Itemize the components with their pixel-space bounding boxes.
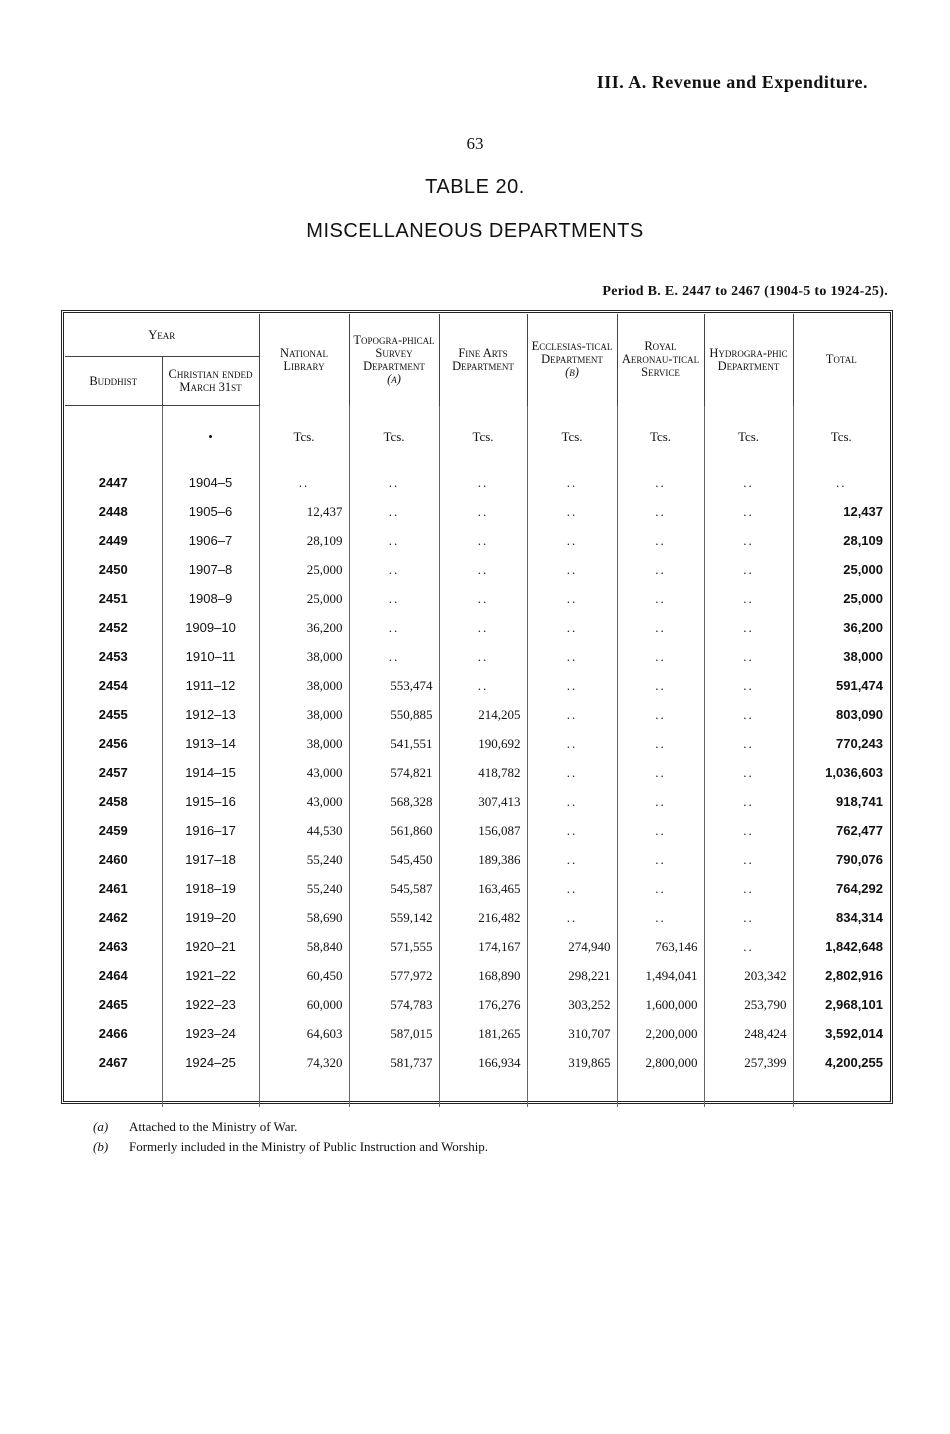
ecclesiastical-cell: .. [527, 700, 617, 729]
unit-cell: • [162, 406, 259, 469]
topographical-cell: .. [349, 584, 439, 613]
topographical-cell: .. [349, 642, 439, 671]
christian-year-cell: 1919–20 [162, 903, 259, 932]
hydrographic-cell: .. [704, 497, 793, 526]
total-cell: 12,437 [793, 497, 889, 526]
fine-arts-cell: .. [439, 526, 527, 555]
royal-aeronautical-cell: .. [617, 584, 704, 613]
buddhist-year-header: Buddhist [65, 357, 162, 406]
national-library-cell: 55,240 [259, 874, 349, 903]
fine-arts-cell: 156,087 [439, 816, 527, 845]
table-row [65, 845, 889, 874]
royal-aeronautical-cell: .. [617, 468, 704, 497]
ecclesiastical-cell: .. [527, 874, 617, 903]
total-cell: 591,474 [793, 671, 889, 700]
hydrographic-cell: .. [704, 787, 793, 816]
topographical-cell: 545,587 [349, 874, 439, 903]
section-title: III. A. Revenue and Expenditure. [596, 72, 868, 92]
hydrographic-header: Hydrogra-phic Department [704, 314, 793, 406]
fine-arts-cell: 166,934 [439, 1048, 527, 1077]
unit-cell: Tcs. [439, 406, 527, 469]
national-library-cell: 12,437 [259, 497, 349, 526]
fine-arts-cell: 418,782 [439, 758, 527, 787]
ecclesiastical-cell: .. [527, 903, 617, 932]
topographical-cell: .. [349, 497, 439, 526]
hydrographic-cell: .. [704, 584, 793, 613]
topographical-cell: 545,450 [349, 845, 439, 874]
table-row [65, 642, 889, 671]
christian-year-cell: 1911–12 [162, 671, 259, 700]
footnote-b: (b) Formerly included in the Ministry of Public Instruction and Worship. [93, 1139, 489, 1154]
christian-year-cell: 1909–10 [162, 613, 259, 642]
spacer-row [65, 1077, 889, 1107]
hydrographic-cell: .. [704, 468, 793, 497]
departments-table [65, 314, 889, 1107]
royal-aeronautical-cell: .. [617, 816, 704, 845]
hydrographic-cell: 203,342 [704, 961, 793, 990]
total-cell: 1,842,648 [793, 932, 889, 961]
buddhist-year-cell: 2456 [98, 736, 128, 751]
table-row [65, 1048, 889, 1077]
table-row [65, 961, 889, 990]
total-cell: 36,200 [793, 613, 889, 642]
royal-aeronautical-cell: .. [617, 671, 704, 700]
table-row [65, 990, 889, 1019]
topographical-survey-label: Topogra-phical Survey Department [353, 332, 435, 373]
royal-aeronautical-cell: .. [617, 845, 704, 874]
total-cell: 2,802,916 [793, 961, 889, 990]
buddhist-year-cell: 2450 [98, 562, 128, 577]
topographical-cell: 550,885 [349, 700, 439, 729]
table-row [65, 787, 889, 816]
total-cell: .. [793, 468, 889, 497]
fine-arts-cell: 168,890 [439, 961, 527, 990]
ecclesiastical-cell: 298,221 [527, 961, 617, 990]
buddhist-year-cell: 2455 [98, 707, 128, 722]
topographical-cell: 571,555 [349, 932, 439, 961]
fine-arts-cell: 176,276 [439, 990, 527, 1019]
royal-aeronautical-cell: .. [617, 497, 704, 526]
spacer-cell [439, 1077, 527, 1107]
royal-aeronautical-cell: 2,200,000 [617, 1019, 704, 1048]
christian-year-cell: 1920–21 [162, 932, 259, 961]
national-library-cell: 44,530 [259, 816, 349, 845]
hydrographic-cell: .. [704, 642, 793, 671]
topographical-cell: 587,015 [349, 1019, 439, 1048]
fine-arts-cell: 163,465 [439, 874, 527, 903]
total-cell: 918,741 [793, 787, 889, 816]
royal-aeronautical-cell: .. [617, 642, 704, 671]
royal-aeronautical-cell: .. [617, 787, 704, 816]
ecclesiastical-cell: .. [527, 758, 617, 787]
national-library-cell: 74,320 [259, 1048, 349, 1077]
royal-aeronautical-cell: 1,600,000 [617, 990, 704, 1019]
royal-aeronautical-cell: 1,494,041 [617, 961, 704, 990]
total-header: Total [793, 314, 889, 406]
table-row [65, 497, 889, 526]
national-library-cell: 38,000 [259, 671, 349, 700]
ecclesiastical-cell: 310,707 [527, 1019, 617, 1048]
royal-aeronautical-cell: .. [617, 526, 704, 555]
ecclesiastical-cell: .. [527, 671, 617, 700]
fine-arts-cell: .. [439, 584, 527, 613]
topographical-survey-note: (a) [387, 371, 401, 386]
buddhist-year-cell: 2464 [98, 968, 128, 983]
topographical-cell: 553,474 [349, 671, 439, 700]
ecclesiastical-cell: .. [527, 816, 617, 845]
ecclesiastical-note: (b) [565, 365, 579, 380]
royal-aeronautical-cell: 2,800,000 [617, 1048, 704, 1077]
topographical-cell: 581,737 [349, 1048, 439, 1077]
fine-arts-cell: 216,482 [439, 903, 527, 932]
fine-arts-header: Fine Arts Department [439, 314, 527, 406]
table-row [65, 526, 889, 555]
unit-cell [65, 406, 162, 469]
christian-year-cell: 1916–17 [162, 816, 259, 845]
christian-year-cell: 1918–19 [162, 874, 259, 903]
footnote-a: (a) Attached to the Ministry of War. [93, 1119, 298, 1134]
table-row [65, 816, 889, 845]
fine-arts-cell: 189,386 [439, 845, 527, 874]
hydrographic-cell: .. [704, 845, 793, 874]
buddhist-year-cell: 2462 [98, 910, 128, 925]
spacer-cell [617, 1077, 704, 1107]
topographical-cell: 568,328 [349, 787, 439, 816]
fine-arts-cell: 190,692 [439, 729, 527, 758]
royal-aeronautical-header: Royal Aeronau-tical Service [617, 314, 704, 406]
fine-arts-cell: .. [439, 497, 527, 526]
spacer-cell [65, 1077, 162, 1107]
buddhist-year-cell: 2459 [98, 823, 128, 838]
ecclesiastical-cell: .. [527, 526, 617, 555]
royal-aeronautical-cell: .. [617, 555, 704, 584]
buddhist-year-cell: 2453 [98, 649, 128, 664]
ecclesiastical-label: Ecclesias-tical Department [531, 339, 613, 367]
topographical-cell: .. [349, 526, 439, 555]
fine-arts-cell: 181,265 [439, 1019, 527, 1048]
buddhist-year-cell: 2457 [98, 765, 128, 780]
christian-year-cell: 1922–23 [162, 990, 259, 1019]
unit-cell: Tcs. [349, 406, 439, 469]
national-library-cell: 28,109 [259, 526, 349, 555]
buddhist-year-cell: 2460 [98, 852, 128, 867]
spacer-cell [349, 1077, 439, 1107]
table-number: TABLE 20. [425, 176, 525, 198]
ecclesiastical-cell: .. [527, 787, 617, 816]
topographical-cell: 574,821 [349, 758, 439, 787]
table-row [65, 1019, 889, 1048]
hydrographic-cell: .. [704, 555, 793, 584]
royal-aeronautical-cell: .. [617, 729, 704, 758]
christian-year-cell: 1904–5 [162, 468, 259, 497]
buddhist-year-cell: 2448 [98, 504, 128, 519]
fine-arts-cell: .. [439, 671, 527, 700]
ecclesiastical-cell: .. [527, 613, 617, 642]
ecclesiastical-cell: .. [527, 845, 617, 874]
table-row [65, 932, 889, 961]
hydrographic-cell: 257,399 [704, 1048, 793, 1077]
topographical-cell: 559,142 [349, 903, 439, 932]
table-row [65, 613, 889, 642]
hydrographic-cell: 248,424 [704, 1019, 793, 1048]
fine-arts-cell: 214,205 [439, 700, 527, 729]
ecclesiastical-header [527, 314, 617, 406]
national-library-cell: 38,000 [259, 700, 349, 729]
buddhist-year-cell: 2458 [98, 794, 128, 809]
ecclesiastical-cell: .. [527, 729, 617, 758]
spacer-cell [527, 1077, 617, 1107]
buddhist-year-cell: 2451 [98, 591, 128, 606]
royal-aeronautical-cell: .. [617, 874, 704, 903]
ecclesiastical-cell: 319,865 [527, 1048, 617, 1077]
fine-arts-cell: .. [439, 642, 527, 671]
table-row [65, 671, 889, 700]
total-cell: 38,000 [793, 642, 889, 671]
unit-cell: Tcs. [617, 406, 704, 469]
christian-year-cell: 1915–16 [162, 787, 259, 816]
christian-year-cell: 1905–6 [162, 497, 259, 526]
national-library-cell: 60,000 [259, 990, 349, 1019]
hydrographic-cell: .. [704, 700, 793, 729]
christian-year-cell: 1924–25 [162, 1048, 259, 1077]
table-title: MISCELLANEOUS DEPARTMENTS [306, 220, 644, 242]
table-row [65, 555, 889, 584]
fine-arts-cell: .. [439, 555, 527, 584]
national-library-cell: 25,000 [259, 555, 349, 584]
ecclesiastical-cell: .. [527, 555, 617, 584]
royal-aeronautical-cell: .. [617, 613, 704, 642]
royal-aeronautical-cell: 763,146 [617, 932, 704, 961]
footnotes [93, 1117, 488, 1157]
national-library-cell: 58,690 [259, 903, 349, 932]
spacer-cell [793, 1077, 889, 1107]
hydrographic-cell: .. [704, 874, 793, 903]
fine-arts-cell: .. [439, 613, 527, 642]
national-library-cell: 64,603 [259, 1019, 349, 1048]
total-cell: 4,200,255 [793, 1048, 889, 1077]
table-row [65, 468, 889, 497]
topographical-cell: 541,551 [349, 729, 439, 758]
page-number: 63 [466, 134, 484, 153]
unit-cell: Tcs. [259, 406, 349, 469]
hydrographic-cell: .. [704, 903, 793, 932]
hydrographic-cell: .. [704, 758, 793, 787]
total-cell: 3,592,014 [793, 1019, 889, 1048]
national-library-cell: 38,000 [259, 729, 349, 758]
buddhist-year-cell: 2452 [98, 620, 128, 635]
royal-aeronautical-cell: .. [617, 903, 704, 932]
spacer-cell [259, 1077, 349, 1107]
christian-year-cell: 1910–11 [162, 642, 259, 671]
hydrographic-cell: .. [704, 613, 793, 642]
table-row [65, 729, 889, 758]
total-cell: 764,292 [793, 874, 889, 903]
table-row [65, 700, 889, 729]
christian-year-cell: 1917–18 [162, 845, 259, 874]
total-cell: 1,036,603 [793, 758, 889, 787]
royal-aeronautical-cell: .. [617, 758, 704, 787]
hydrographic-cell: .. [704, 932, 793, 961]
total-cell: 790,076 [793, 845, 889, 874]
buddhist-year-cell: 2461 [98, 881, 128, 896]
hydrographic-cell: .. [704, 671, 793, 700]
total-cell: 762,477 [793, 816, 889, 845]
national-library-header: National Library [259, 314, 349, 406]
christian-year-cell: 1912–13 [162, 700, 259, 729]
buddhist-year-cell: 2463 [98, 939, 128, 954]
topographical-cell: .. [349, 613, 439, 642]
year-header: Year [65, 314, 259, 357]
christian-year-cell: 1921–22 [162, 961, 259, 990]
table-row [65, 584, 889, 613]
ecclesiastical-cell: .. [527, 468, 617, 497]
ecclesiastical-cell: .. [527, 642, 617, 671]
ecclesiastical-cell: .. [527, 584, 617, 613]
total-cell: 834,314 [793, 903, 889, 932]
buddhist-year-cell: 2447 [98, 475, 128, 490]
royal-aeronautical-cell: .. [617, 700, 704, 729]
buddhist-year-cell: 2467 [98, 1055, 128, 1070]
topographical-survey-header [349, 314, 439, 406]
ecclesiastical-cell: .. [527, 497, 617, 526]
total-cell: 28,109 [793, 526, 889, 555]
hydrographic-cell: 253,790 [704, 990, 793, 1019]
national-library-cell: 43,000 [259, 758, 349, 787]
total-cell: 2,968,101 [793, 990, 889, 1019]
buddhist-year-cell: 2466 [98, 1026, 128, 1041]
table-row [65, 874, 889, 903]
period-note: Period B. E. 2447 to 2467 (1904-5 to 1924-25). [602, 284, 888, 299]
christian-year-cell: 1913–14 [162, 729, 259, 758]
buddhist-year-cell: 2449 [98, 533, 128, 548]
fine-arts-cell: .. [439, 468, 527, 497]
christian-year-cell: 1907–8 [162, 555, 259, 584]
topographical-cell: .. [349, 555, 439, 584]
national-library-cell: 25,000 [259, 584, 349, 613]
national-library-cell: 36,200 [259, 613, 349, 642]
hydrographic-cell: .. [704, 729, 793, 758]
unit-cell: Tcs. [704, 406, 793, 469]
ecclesiastical-cell: 303,252 [527, 990, 617, 1019]
units-row [65, 406, 889, 469]
topographical-cell: .. [349, 468, 439, 497]
topographical-cell: 577,972 [349, 961, 439, 990]
national-library-cell: 38,000 [259, 642, 349, 671]
national-library-cell: 43,000 [259, 787, 349, 816]
topographical-cell: 574,783 [349, 990, 439, 1019]
unit-cell: Tcs. [527, 406, 617, 469]
table-row [65, 758, 889, 787]
christian-year-cell: 1906–7 [162, 526, 259, 555]
topographical-cell: 561,860 [349, 816, 439, 845]
hydrographic-cell: .. [704, 816, 793, 845]
total-cell: 25,000 [793, 555, 889, 584]
national-library-cell: 58,840 [259, 932, 349, 961]
total-cell: 770,243 [793, 729, 889, 758]
spacer-cell [162, 1077, 259, 1107]
christian-year-cell: 1914–15 [162, 758, 259, 787]
national-library-cell: 55,240 [259, 845, 349, 874]
buddhist-year-cell: 2465 [98, 997, 128, 1012]
national-library-cell: .. [259, 468, 349, 497]
fine-arts-cell: 307,413 [439, 787, 527, 816]
hydrographic-cell: .. [704, 526, 793, 555]
christian-year-cell: 1923–24 [162, 1019, 259, 1048]
christian-year-cell: 1908–9 [162, 584, 259, 613]
total-cell: 803,090 [793, 700, 889, 729]
buddhist-year-cell: 2454 [98, 678, 128, 693]
national-library-cell: 60,450 [259, 961, 349, 990]
spacer-cell [704, 1077, 793, 1107]
ecclesiastical-cell: 274,940 [527, 932, 617, 961]
table-row [65, 903, 889, 932]
unit-cell: Tcs. [793, 406, 889, 469]
total-cell: 25,000 [793, 584, 889, 613]
fine-arts-cell: 174,167 [439, 932, 527, 961]
christian-year-header: Christian ended March 31st [162, 357, 259, 406]
